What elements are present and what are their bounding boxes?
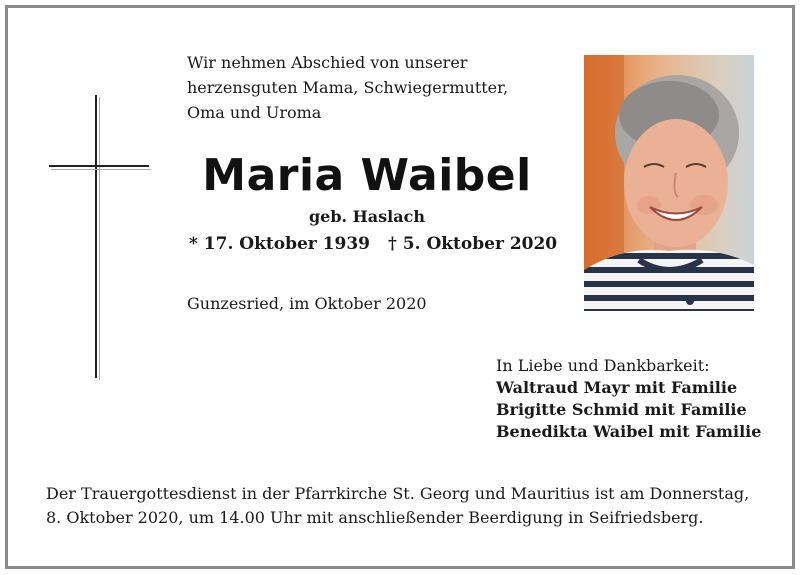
deceased-name: Maria Waibel [202, 150, 532, 201]
intro-line: Wir nehmen Abschied von unserer [187, 53, 468, 72]
intro-text [187, 50, 508, 125]
maiden-name: geb. Haslach [308, 207, 425, 226]
life-dates [189, 234, 557, 254]
place-date: Gunzesried, im Oktober 2020 [187, 294, 427, 313]
birth-date: * 17. Oktober 1939 [189, 234, 370, 254]
service-line: 8. Oktober 2020, um 14.00 Uhr mit anschließender Beerdigung in Seifriedsberg. [46, 508, 704, 527]
thanks-block [496, 355, 761, 443]
death-date: † 5. Oktober 2020 [387, 234, 558, 254]
service-line: Der Trauergottesdienst in der Pfarrkirche St. Georg und Mauritius ist am Donnerstag, [46, 484, 750, 503]
intro-line: Oma und Uroma [187, 103, 322, 122]
cross-icon [47, 95, 151, 380]
portrait-photo [584, 55, 754, 311]
family-entry: Brigitte Schmid mit Familie [496, 400, 747, 419]
family-entry: Waltraud Mayr mit Familie [496, 378, 738, 397]
thanks-heading: In Liebe und Dankbarkeit: [496, 356, 710, 375]
service-notice [46, 482, 749, 530]
intro-line: herzensguten Mama, Schwiegermutter, [187, 78, 509, 97]
family-entry: Benedikta Waibel mit Familie [496, 422, 762, 441]
